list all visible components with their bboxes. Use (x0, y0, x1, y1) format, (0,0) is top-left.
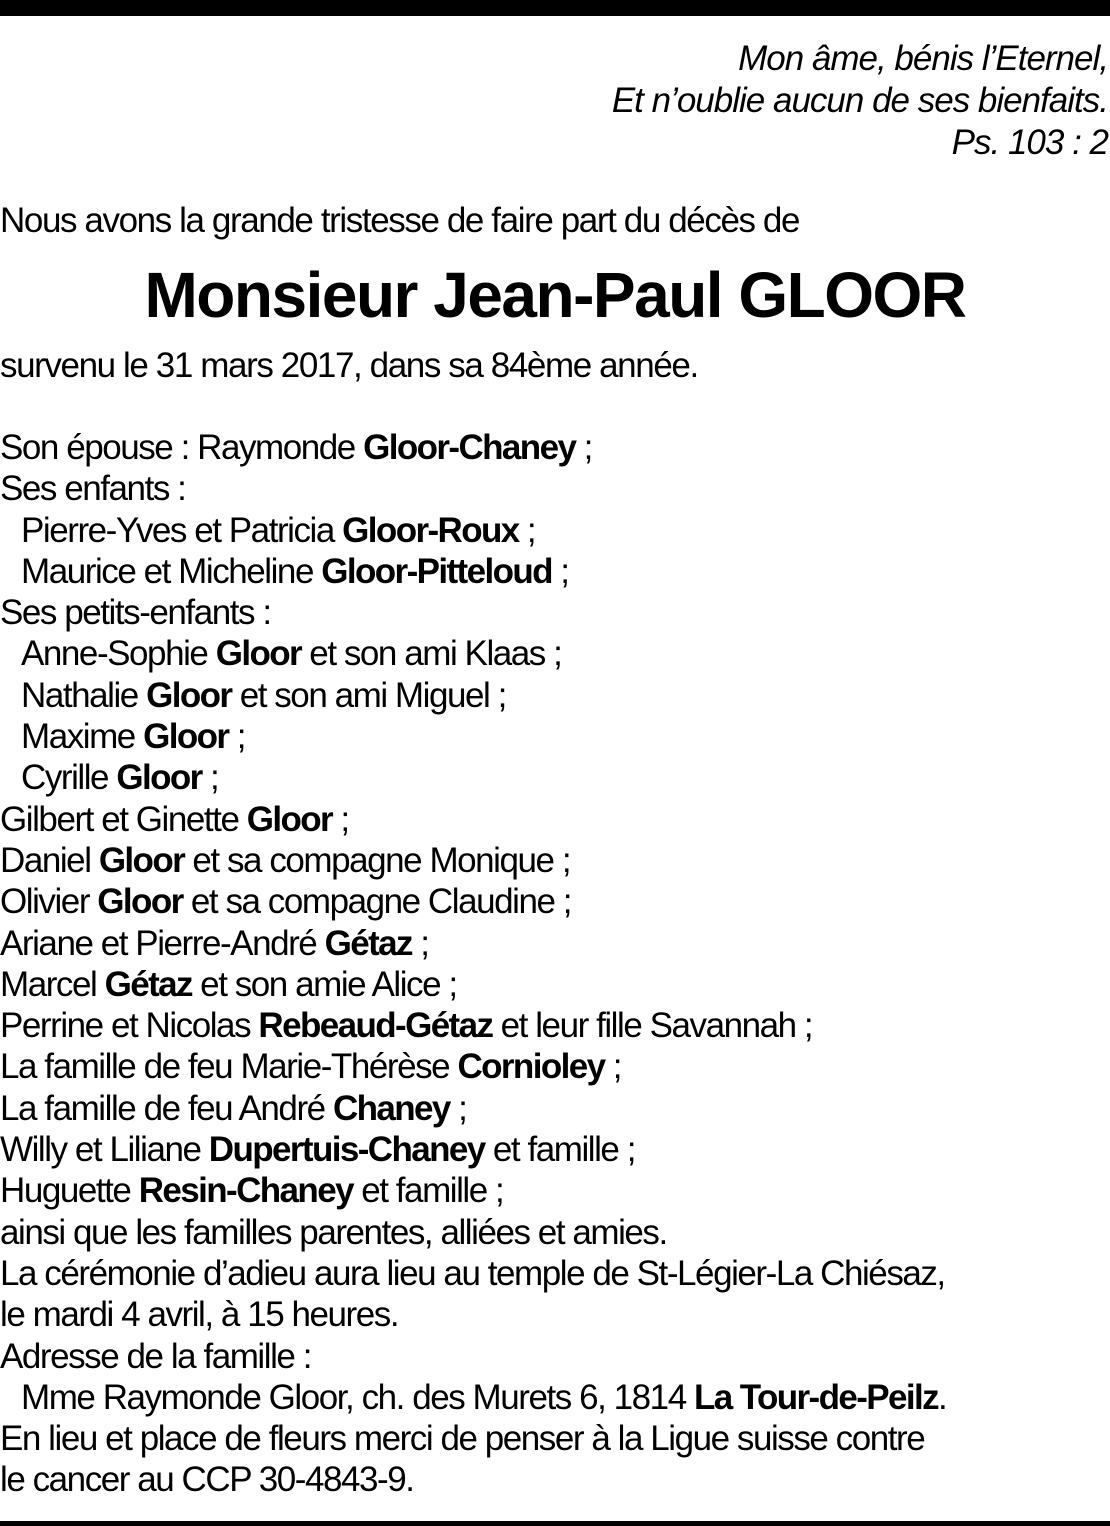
line-text: ; (332, 799, 349, 839)
family-name: Gloor (246, 799, 333, 839)
text-line (0, 1459, 946, 1500)
text-line (0, 923, 946, 964)
line-text: Daniel (0, 840, 99, 880)
line-text: ; (604, 1047, 622, 1087)
line-text: et son ami Miguel ; (231, 675, 506, 715)
family-name: Gloor-Chaney (363, 428, 576, 467)
line-text: La cérémonie d’adieu aura lieu au temple de St-Légier-La Chiésaz, (0, 1253, 945, 1293)
line-text: Mme Raymonde Gloor, ch. des Murets 6, 1814 (21, 1377, 694, 1417)
line-text: et sa compagne Monique ; (184, 840, 571, 880)
text-line (0, 716, 946, 757)
line-text: ; (518, 510, 536, 550)
death-info: survenu le 31 mars 2017, dans sa 84ème année. (0, 346, 698, 385)
text-line (0, 551, 946, 592)
line-text: ainsi que les familles parentes, alliées et amies. (0, 1212, 667, 1252)
text-line (0, 1170, 946, 1211)
line-text: La famille de feu André (0, 1088, 333, 1128)
text-line (0, 1005, 946, 1046)
bottom-rule (0, 1521, 1110, 1526)
text-line (0, 1212, 946, 1253)
announcement-intro: Nous avons la grande tristesse de faire part du décès de (0, 201, 800, 240)
line-text: Ses petits-enfants : (0, 593, 271, 633)
line-text: et leur fille Savannah ; (492, 1006, 813, 1046)
family-list (0, 427, 946, 1501)
line-text: ; (575, 428, 592, 467)
text-line (0, 510, 946, 551)
line-text: . (938, 1377, 947, 1417)
line-text: Ses enfants : (0, 469, 186, 509)
line-text: et famille ; (352, 1171, 504, 1211)
text-line (0, 675, 946, 716)
line-text: et sa compagne Claudine ; (182, 882, 572, 922)
line-text: Anne-Sophie (21, 634, 216, 674)
line-text: Nathalie (21, 675, 147, 715)
family-name: Rebeaud-Gétaz (258, 1006, 493, 1046)
verse-line-2: Et n’oublie aucun de ses bienfaits. (611, 81, 1108, 120)
family-name: La Tour-de-Peilz (694, 1377, 939, 1417)
line-text: En lieu et place de fleurs merci de penser à la Ligue suisse contre (0, 1419, 925, 1459)
text-line (0, 1294, 946, 1335)
deceased-name: Monsieur Jean-Paul GLOOR (144, 259, 966, 331)
line-text: Son épouse : Raymonde (0, 428, 364, 467)
family-name: Gloor-Roux (342, 510, 519, 550)
line-text: ; (411, 923, 429, 963)
line-text: ; (201, 758, 219, 798)
line-text: Willy et Liliane (0, 1130, 209, 1170)
text-line (0, 1046, 946, 1087)
family-name: Dupertuis-Chaney (208, 1130, 485, 1170)
text-line (0, 427, 946, 468)
top-rule (0, 0, 1110, 16)
line-text: Maurice et Micheline (21, 551, 322, 591)
bible-verse (612, 38, 1108, 164)
family-name: Gétaz (104, 964, 192, 1004)
family-name: Gloor (143, 717, 229, 757)
family-name: Gloor-Pitteloud (321, 551, 552, 591)
line-text: et famille ; (484, 1130, 635, 1170)
family-name: Gétaz (324, 923, 412, 963)
verse-line-1: Mon âme, bénis l’Eternel, (738, 39, 1108, 78)
family-name: Gloor (116, 758, 202, 798)
text-line (0, 1088, 946, 1129)
line-text: le mardi 4 avril, à 15 heures. (0, 1295, 399, 1335)
family-name: Resin-Chaney (138, 1171, 353, 1211)
line-text: Perrine et Nicolas (0, 1006, 259, 1046)
family-name: Gloor (97, 882, 183, 922)
family-name: Gloor (146, 675, 232, 715)
line-text: Adresse de la famille : (0, 1336, 311, 1376)
line-text: et son ami Klaas ; (301, 634, 562, 674)
family-name: Cornioley (457, 1047, 605, 1087)
text-line (0, 1418, 946, 1459)
verse-reference: Ps. 103 : 2 (951, 123, 1108, 162)
family-name: Chaney (332, 1088, 450, 1128)
line-text: Ariane et Pierre-André (0, 923, 325, 963)
line-text: Huguette (0, 1171, 139, 1211)
line-text: Gilbert et Ginette (0, 799, 247, 839)
text-line (0, 1377, 946, 1418)
line-text: ; (228, 717, 245, 757)
line-text: Olivier (0, 882, 98, 922)
text-line (0, 468, 946, 509)
family-name: Gloor (98, 840, 185, 880)
line-text: ; (449, 1088, 467, 1128)
line-text: et son amie Alice ; (191, 964, 457, 1004)
text-line (0, 840, 946, 881)
text-line (0, 1253, 946, 1294)
text-line (0, 1129, 946, 1170)
line-text: le cancer au CCP 30-4843-9. (0, 1460, 414, 1500)
text-line (0, 799, 946, 840)
text-line (0, 881, 946, 922)
family-name: Gloor (215, 634, 302, 674)
text-line (0, 633, 946, 674)
line-text: ; (551, 551, 569, 591)
line-text: Cyrille (21, 758, 117, 798)
line-text: Marcel (0, 964, 105, 1004)
text-line (0, 1336, 946, 1377)
line-text: La famille de feu Marie-Thérèse (0, 1047, 458, 1087)
text-line (0, 592, 946, 633)
line-text: Pierre-Yves et Patricia (21, 510, 343, 550)
text-line (0, 757, 946, 798)
line-text: Maxime (21, 717, 144, 757)
text-line (0, 964, 946, 1005)
